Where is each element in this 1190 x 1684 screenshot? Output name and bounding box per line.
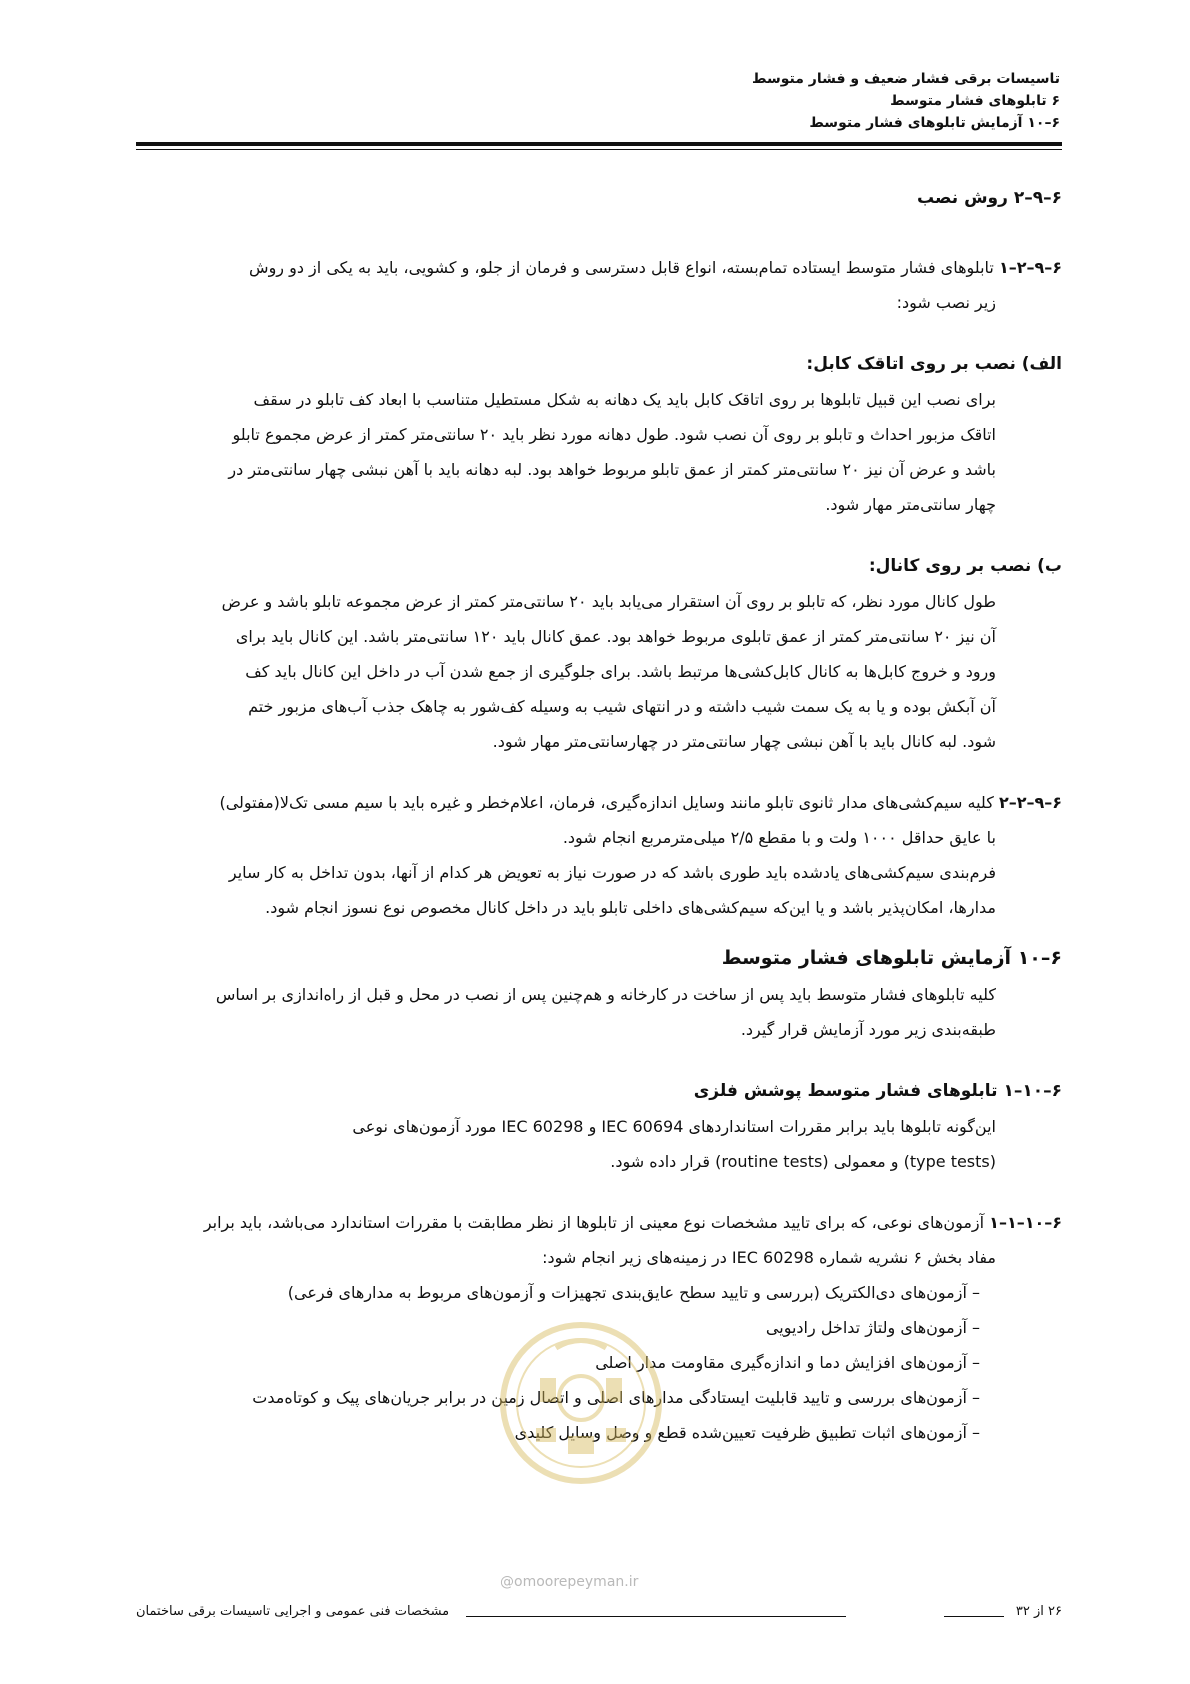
list-item: – آزمون‌های دی‌الکتریک (بررسی و تایید سطح عایق‌بندی تجهیزات و آزمون‌های مربوط به مدارهای فرعی) <box>287 1283 980 1302</box>
clause-number: ۶–۹–۲–۱ <box>998 258 1062 277</box>
text-line: طول کانال مورد نظر، که تابلو بر روی آن استقرار می‌یابد باید ۲۰ سانتی‌متر کمتر از عرض مجموعه تابلو باشد و عرض <box>221 592 996 611</box>
paragraph-6-10-1-1 <box>136 1205 1062 1450</box>
subheading-be: ب) نصب بر روی کانال: <box>868 556 1062 576</box>
paragraph-6-9-2-1 <box>136 250 1062 320</box>
paragraph-be <box>136 584 1062 759</box>
text-line: باشد و عرض آن نیز ۲۰ سانتی‌متر کمتر از عمق تابلو مربوط خواهد بود. لبه دهانه باید با آهن نبشی چهار سانتی‌متر در <box>228 460 996 479</box>
clause-number: ۶–۹–۲–۲ <box>998 793 1062 812</box>
footer-rule-right <box>944 1616 1004 1617</box>
text-line: آن نیز ۲۰ سانتی‌متر کمتر از عمق تابلوی مربوط خواهد بود. عمق کانال باید ۱۲۰ سانتی‌متر باشد. این کانال باید برای <box>235 627 996 646</box>
footer-rule-left <box>466 1616 846 1617</box>
list-item: – آزمون‌های بررسی و تایید قابلیت ایستادگی مدارهای اصلی و اتصال زمین در برابر جریان‌های پیک و کوتاه‌مدت <box>252 1388 980 1407</box>
list-item: – آزمون‌های افزایش دما و اندازه‌گیری مقاومت مدار اصلی <box>595 1353 980 1372</box>
text-line: فرم‌بندی سیم‌کشی‌های یادشده باید طوری باشد که در صورت نیاز به تعویض هر کدام از آنها، بدون تداخل به کار سایر <box>228 863 996 882</box>
text-line: مدارها، امکان‌پذیر باشد و یا این‌که سیم‌کشی‌های داخلی تابلو باید در داخل کانال مخصوص نوع نسوز انجام شود. <box>265 898 996 917</box>
text-line: اتاقک مزبور احداث و تابلو بر روی آن نصب شود. طول دهانه مورد نظر باید ۲۰ سانتی‌متر کمتر از عرض مجموع تابلو <box>232 425 996 444</box>
subheading-alef: الف) نصب بر روی اتاقک کابل: <box>806 354 1062 374</box>
text-line: با عایق حداقل ۱۰۰۰ ولت و با مقطع ۲/۵ میلی‌مترمربع انجام شود. <box>562 828 996 847</box>
list-item: – آزمون‌های ولتاژ تداخل رادیویی <box>765 1318 980 1337</box>
page-footer <box>136 1604 1062 1628</box>
header-line-3: ۶–۱۰ آزمایش تابلوهای فشار متوسط <box>809 115 1060 131</box>
header-rule-thick <box>136 142 1062 146</box>
paragraph-6-10 <box>136 977 1062 1047</box>
paragraph-6-10-1 <box>136 1109 1062 1179</box>
section-heading-6-9-2: ۶–۹–۲ روش نصب <box>917 188 1062 208</box>
body-content <box>136 180 1062 1450</box>
text-line: آن آبکش بوده و یا به یک سمت شیب داشته و در انتهای شیب به وسیله کف‌شور به چاهک جذب آب‌های مزبور ختم <box>248 697 996 716</box>
watermark-url: @omoorepeyman.ir <box>500 1574 639 1590</box>
text-line: کلیه سیم‌کشی‌های مدار ثانوی تابلو مانند وسایل اندازه‌گیری، فرمان، اعلام‌خطر و غیره باید با سیم مسی تک‌لا(مفتولی) <box>219 793 999 812</box>
page-number: ۲۶ از ۳۲ <box>1015 1604 1062 1619</box>
text-line: برای نصب این قبیل تابلوها بر روی اتاقک کابل باید یک دهانه به شکل مستطیل متناسب با ابعاد کف تابلو در سقف <box>253 390 996 409</box>
text-line: چهار سانتی‌متر مهار شود. <box>825 495 996 514</box>
paragraph-alef <box>136 382 1062 522</box>
footer-title: مشخصات فنی عمومی و اجرایی تاسیسات برقی ساختمان <box>136 1604 450 1619</box>
text-line: آزمون‌های نوعی، که برای تایید مشخصات نوع معینی از تابلوها از نظر مطابقت با مقررات استاندارد می‌باشد، باید برابر <box>203 1213 990 1232</box>
clause-number: ۶–۱۰–۱–۱ <box>989 1213 1062 1232</box>
running-header <box>130 68 1060 134</box>
header-line-2: ۶ تابلوهای فشار متوسط <box>890 93 1060 109</box>
list-item: – آزمون‌های اثبات تطبیق ظرفیت تعیین‌شده قطع و وصل وسایل کلیدی <box>514 1423 980 1442</box>
paragraph-6-9-2-2 <box>136 785 1062 925</box>
text-line: (type tests) و معمولی (routine tests) قرار داده شود. <box>610 1152 996 1171</box>
text-line: این‌گونه تابلوها باید برابر مقررات استانداردهای IEC 60694 و IEC 60298 مورد آزمون‌های نوعی <box>352 1117 996 1136</box>
text-line: مفاد بخش ۶ نشریه شماره IEC 60298 در زمینه‌های زیر انجام شود: <box>542 1248 996 1267</box>
header-rule-thin <box>136 149 1062 150</box>
text-line: کلیه تابلوهای فشار متوسط باید پس از ساخت در کارخانه و هم‌چنین پس از نصب در محل و قبل از راه‌اندازی بر اساس <box>215 985 996 1004</box>
header-line-1: تاسیسات برقی فشار ضعیف و فشار متوسط <box>751 71 1060 87</box>
section-heading-6-10: ۶–۱۰ آزمایش تابلوهای فشار متوسط <box>721 947 1062 969</box>
text-line: شود. لبه کانال باید با آهن نبشی چهار سانتی‌متر در چهارسانتی‌متر مهار شود. <box>492 732 996 751</box>
text-line: طبقه‌بندی زیر مورد آزمایش قرار گیرد. <box>740 1020 996 1039</box>
paragraph-text: زیر نصب شود: <box>896 293 996 312</box>
paragraph-text: تابلوهای فشار متوسط ایستاده تمام‌بسته، انواع قابل دسترسی و فرمان از جلو، و کشویی، باید به یکی از دو روش <box>249 258 999 277</box>
section-heading-6-10-1: ۶–۱۰–۱ تابلوهای فشار متوسط پوشش فلزی <box>693 1081 1062 1101</box>
text-line: ورود و خروج کابل‌ها به کانال کابل‌کشی‌ها مرتبط باشد. برای جلوگیری از جمع شدن آب در داخل این کانال باید کف <box>245 662 996 681</box>
